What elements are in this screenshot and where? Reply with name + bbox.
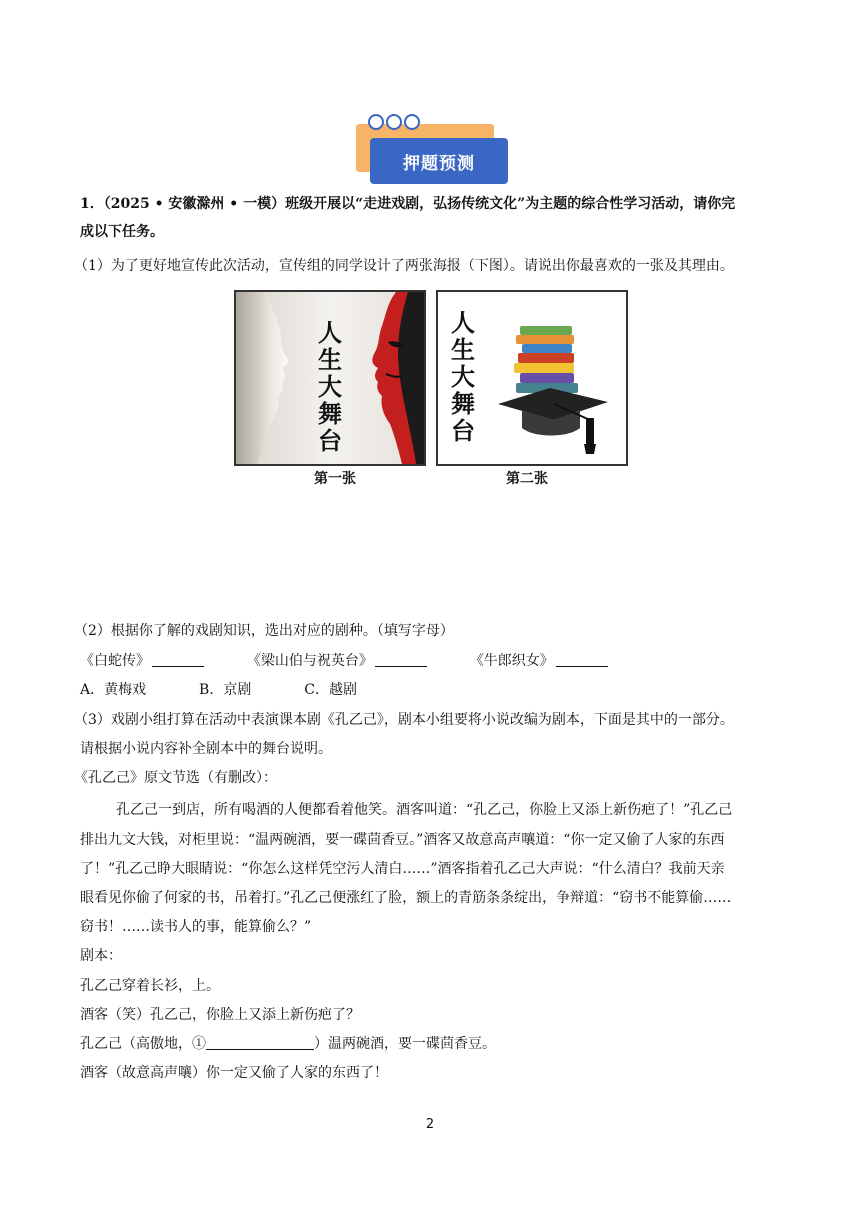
poster-two-title: 人 生 大 舞 台 (451, 309, 475, 445)
poster-one (234, 290, 426, 466)
ring-binder-icon (364, 112, 424, 132)
part-3-prompt-line-2: 请根据小说内容补全剧本中的舞台说明。 (80, 741, 332, 757)
poster-two-caption: 第二张 (506, 471, 548, 487)
script-line-4: 酒客（故意高声嚷）你一定又偷了人家的东西了！ (80, 1065, 388, 1081)
banner-front-shape (370, 138, 508, 184)
answer-blank-3[interactable] (556, 652, 608, 667)
script-line-2: 酒客（笑）孔乙己，你脸上又添上新伤疤了？ (80, 1007, 360, 1023)
part-2-prompt: （2）根据你了解的戏剧知识，选出对应的剧种。（填写字母） (74, 623, 454, 639)
part-3-prompt-line-1: （3）戏剧小组打算在活动中表演课本剧《孔乙己》，剧本小组要将小说改编为剧本，下面是其中的一部分。 (74, 712, 734, 728)
part-2-items (80, 651, 608, 671)
answer-blank-1[interactable] (152, 652, 204, 667)
excerpt-title: 《孔乙己》原文节选（有删改）： (74, 770, 277, 786)
part-1-prompt: （1）为了更好地宣传此次活动，宣传组的同学设计了两张海报（下图）。请说出你最喜欢的一张及其理由。 (74, 258, 734, 274)
excerpt-line-3: 了！”孔乙己睁大眼睛说：“你怎么这样凭空污人清白……”酒客指着孔乙己大声说：“什么清白？我前天亲 (80, 861, 725, 877)
answer-blank-2[interactable] (375, 652, 427, 667)
item-niulang: 《牛郎织女》 (469, 653, 554, 669)
poster-one-title: 人 生 大 舞 台 (318, 319, 342, 455)
banner-title: 押题预测 (403, 153, 475, 174)
excerpt-line-5: 窃书！……读书人的事，能算偷么？” (80, 919, 312, 935)
item-baishezhuan: 《白蛇传》 (80, 653, 150, 669)
script-line-1: 孔乙己穿着长衫，上。 (80, 978, 220, 994)
question-intro-line-2: 成以下任务。 (80, 224, 164, 240)
excerpt-line-1: 孔乙己一到店，所有喝酒的人便都看着他笑。酒客叫道：“孔乙己，你脸上又添上新伤疤了！”孔乙己 (116, 802, 733, 818)
stage-direction-blank[interactable] (206, 1035, 314, 1050)
section-banner (356, 112, 508, 188)
item-liangzhu: 《梁山伯与祝英台》 (246, 653, 373, 669)
poster-two (436, 290, 628, 466)
script-line-3: 孔乙己（高傲地，① ）温两碗酒，要一碟茴香豆。 (80, 1036, 496, 1052)
poster-one-caption: 第一张 (314, 471, 356, 487)
question-intro-line-1: 1．（2025 • 安徽滁州 • 一模）班级开展以“走进戏剧，弘扬传统文化”为主题的综合性学习活动，请你完 (80, 196, 736, 212)
excerpt-line-4: 眼看见你偷了何家的书，吊着打。”孔乙己便涨红了脸，额上的青筋条条绽出，争辩道：“窃书不能算偷…… (80, 890, 732, 906)
excerpt-line-2: 排出九文大钱，对柜里说：“温两碗酒，要一碟茴香豆。”酒客又故意高声嚷道：“你一定又偷了人家的东西 (80, 832, 725, 848)
part-2-options (80, 680, 357, 700)
option-b: B．京剧 (199, 682, 252, 698)
page-number: 2 (425, 1117, 435, 1132)
option-a: A．黄梅戏 (80, 682, 147, 698)
option-c: C．越剧 (304, 682, 357, 698)
script-label: 剧本： (80, 948, 122, 964)
